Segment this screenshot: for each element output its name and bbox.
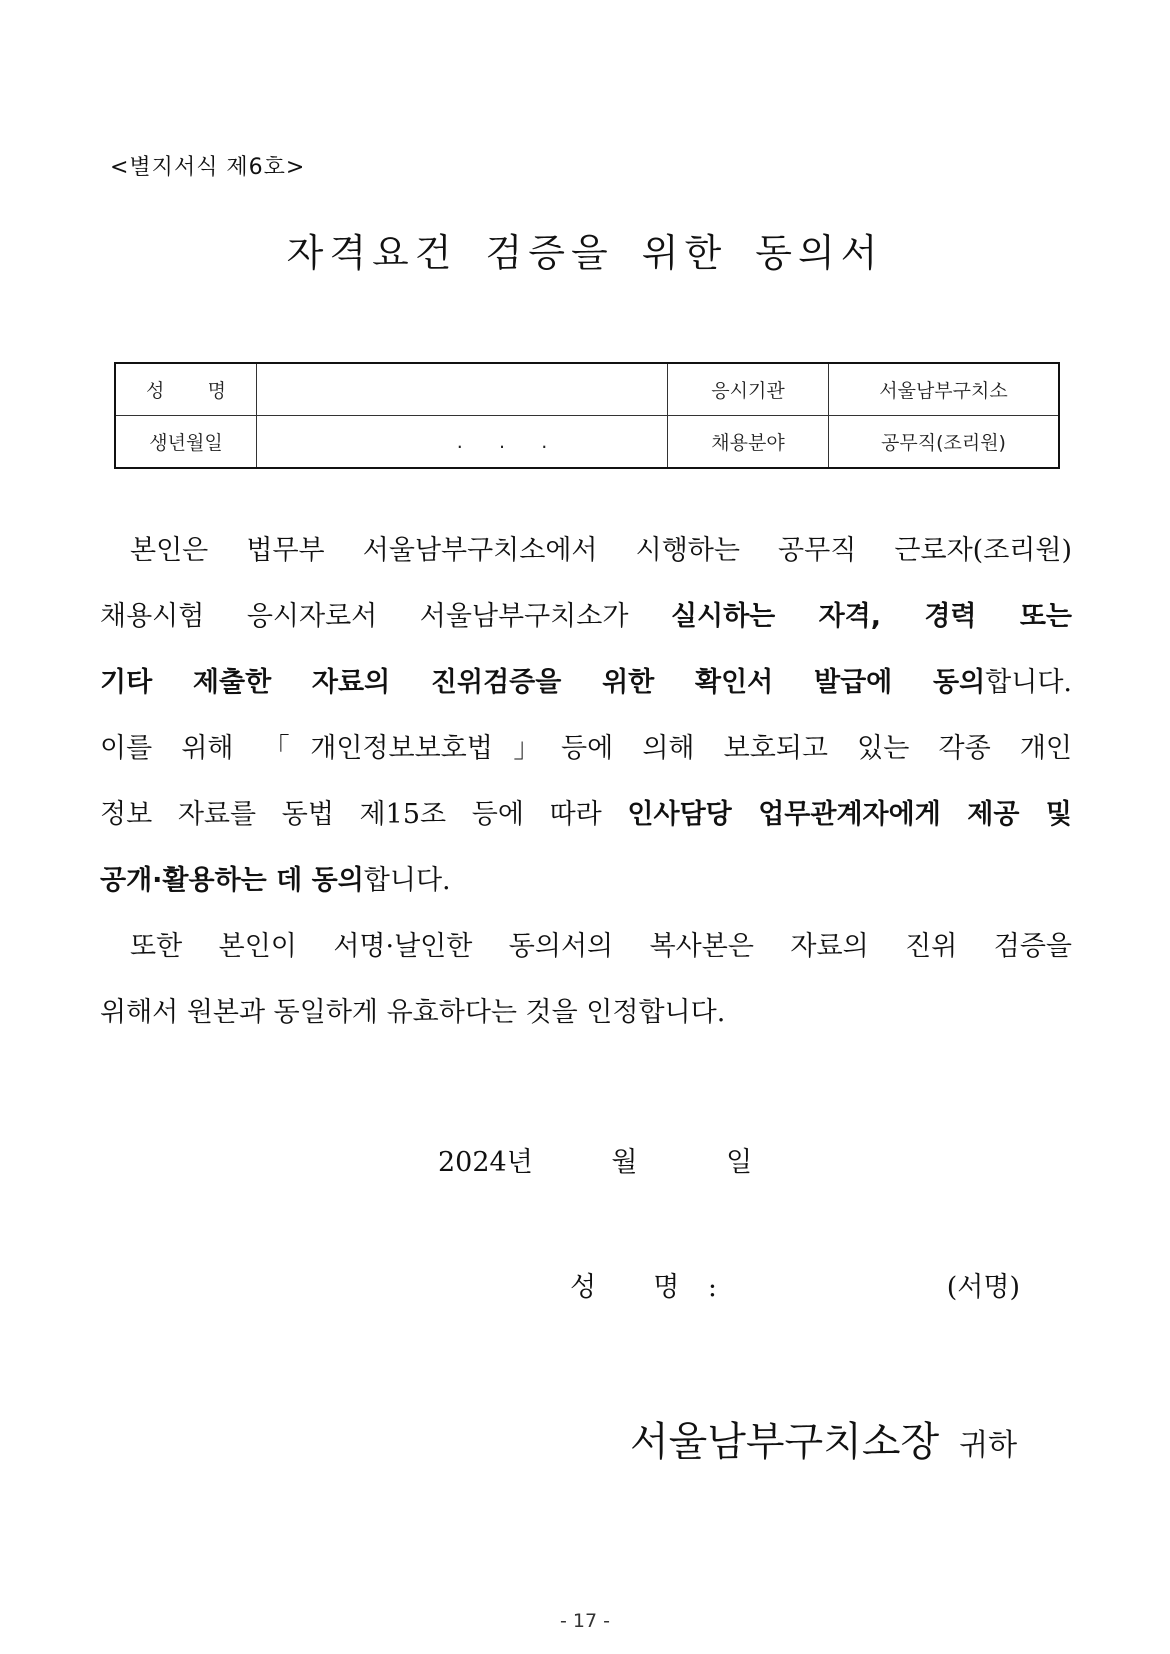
exam-agency-label: 응시기관 [668, 363, 829, 416]
addressee-name: 서울남부구치소장 [630, 1419, 940, 1465]
document-title: 자격요건 검증을 위한 동의서 [286, 231, 884, 275]
applicant-info-table [114, 362, 1060, 469]
body-line-8: 위해서 원본과 동일하게 유효하다는 것을 인정합니다. [100, 997, 726, 1028]
signature-mark: (서명) [946, 1272, 1020, 1303]
date-day: 일 [726, 1147, 753, 1178]
signature-line [570, 1265, 1020, 1304]
body-line-7: 또한 본인이 서명·날인한 동의서의 복사본은 자료의 진위 검증을 [130, 931, 1072, 962]
page-number: - 17 - [560, 1610, 610, 1632]
addressee [630, 1410, 1017, 1467]
exam-agency-value: 서울남부구치소 [829, 363, 1060, 416]
body-line-1: 본인은 법무부 서울남부구치소에서 시행하는 공무직 근로자(조리원) [130, 535, 1072, 566]
table-row [115, 363, 1059, 416]
body-line-3: 기타 제출한 자료의 진위검증을 위한 확인서 발급에 동의합니다. [100, 667, 1072, 698]
addressee-suffix: 귀하 [959, 1428, 1018, 1463]
recruitment-field-value: 공무직(조리원) [829, 416, 1060, 469]
table-row [115, 416, 1059, 469]
birthdate-label: 생년월일 [115, 416, 257, 469]
name-field[interactable] [257, 363, 668, 416]
body-line-2: 채용시험 응시자로서 서울남부구치소가 실시하는 자격, 경력 또는 [100, 601, 1072, 632]
date-line [438, 1140, 752, 1179]
body-line-4: 이를 위해 「개인정보보호법」등에 의해 보호되고 있는 각종 개인 [100, 733, 1072, 764]
signature-label: 성 명 : [570, 1272, 718, 1303]
consent-body [100, 518, 1072, 1046]
birthdate-field[interactable]: . . . [257, 416, 668, 469]
recruitment-field-label: 채용분야 [668, 416, 829, 469]
name-label: 성 명 [115, 363, 257, 416]
body-line-5: 정보 자료를 동법 제15조 등에 따라 인사담당 업무관계자에게 제공 및 [100, 799, 1072, 830]
date-year: 2024년 [438, 1147, 533, 1178]
body-line-6: 공개·활용하는 데 동의합니다. [100, 865, 451, 896]
date-month: 월 [611, 1147, 638, 1178]
form-number: <별지서식 제6호> [110, 155, 306, 180]
